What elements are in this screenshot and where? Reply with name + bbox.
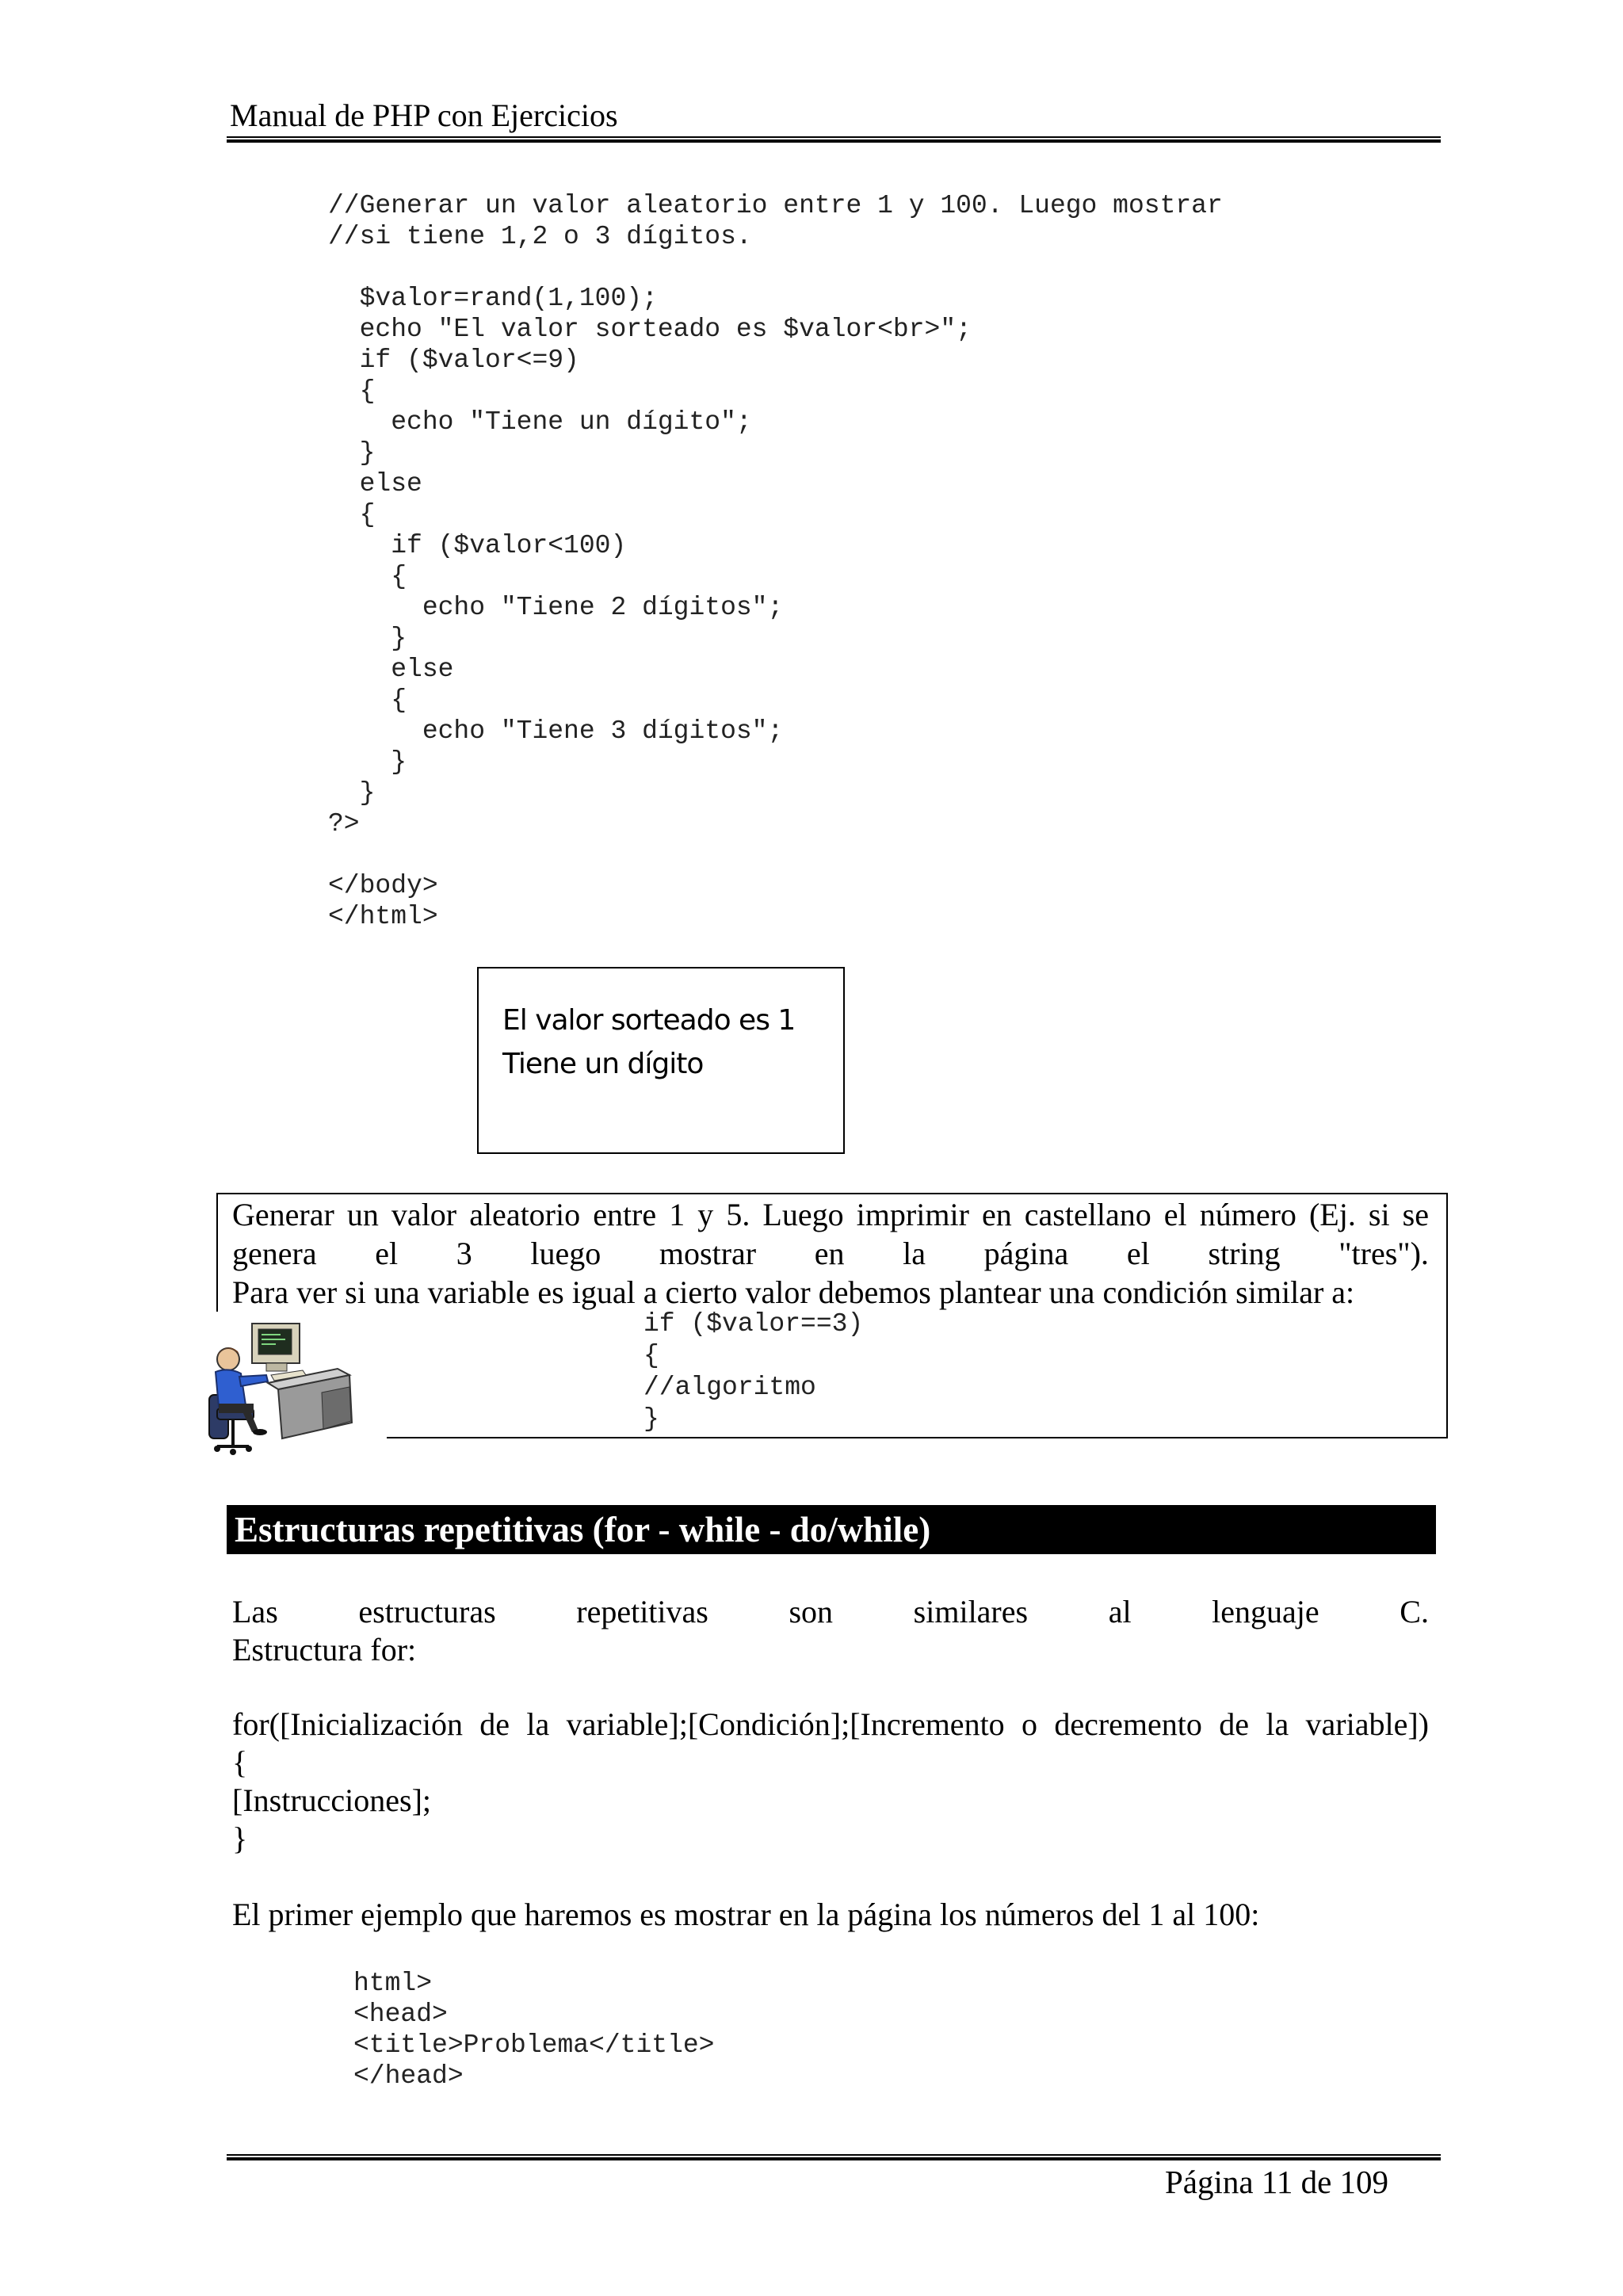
for-instructions: [Instrucciones]; [232,1782,432,1818]
output-line-1: El valor sorteado es 1 [502,1004,796,1037]
section-title: Estructuras repetitivas (for - while - do/while) [235,1510,931,1549]
intro-paragraph-word: repetitivas [576,1594,708,1629]
for-brace-open: { [232,1744,248,1780]
code-listing-digits: //Generar un valor aleatorio entre 1 y 100. Luego mostrar //si tiene 1,2 o 3 dígitos. $valor=rand(1,100); echo "El valor sorteado es $valor<br>"; if ($valor<=9) { echo "Tiene un dígito"; } else { if ($valor<100) { echo "Tiene 2 dígitos"; } else { echo "Tiene 3 dígitos"; } } ?> </body> </html> [328,191,1223,931]
example-intro-paragraph: El primer ejemplo que haremos es mostrar en la página los números del 1 al 100: [232,1897,1260,1932]
exercise-line-3: Para ver si una variable es igual a cierto valor debemos plantear una condición similar a: [232,1274,1355,1310]
exercise-line-2-word: genera [232,1236,317,1271]
exercise-line-2-word: string [1208,1236,1281,1271]
exercise-line-2-word: 3 [456,1236,472,1271]
intro-paragraph-line-1 [232,1593,1429,1631]
code-listing-html-head: html> <head> <title>Problema</title> </head> [353,1969,715,2091]
document-header-title: Manual de PHP con Ejercicios [230,97,618,133]
intro-paragraph-word: similares [913,1594,1029,1629]
for-syntax-line: for([Inicialización de la variable];[Condición];[Incremento o decremento de la variable]) [232,1706,1429,1742]
exercise-line-2-word: página [983,1236,1069,1271]
exercise-line-2-word: luego [530,1236,601,1271]
exercise-line-2-word: la [903,1236,926,1271]
exercise-code-snippet: if ($valor==3) { //algoritmo } [643,1309,864,1434]
intro-paragraph-word: son [789,1594,834,1629]
exercise-line-2-word: el [1126,1236,1150,1271]
exercise-line-2-word: el [375,1236,399,1271]
page-number: Página 11 de 109 [1165,2164,1389,2200]
person-at-computer-icon [203,1320,353,1458]
header-rule [227,136,1441,143]
intro-paragraph-word: estructuras [358,1594,496,1629]
intro-paragraph-word: C. [1400,1594,1429,1629]
exercise-line-2-word: mostrar [659,1236,757,1271]
output-line-2: Tiene un dígito [502,1048,704,1080]
exercise-text [232,1195,1429,1312]
exercise-line-2-word: "tres"). [1338,1236,1429,1271]
intro-paragraph-word: al [1108,1594,1132,1629]
footer-rule [227,2154,1441,2160]
output-preview-box [477,967,845,1154]
intro-paragraph-word: Las [232,1594,278,1629]
intro-paragraph-word: lenguaje [1212,1594,1319,1629]
exercise-line-2-word: en [814,1236,845,1271]
exercise-line-2 [232,1234,1429,1273]
intro-paragraph-line-2: Estructura for: [232,1632,417,1668]
exercise-line-1: Generar un valor aleatorio entre 1 y 5. Luego imprimir en castellano el número (Ej. si se [232,1197,1429,1232]
exercise-box-lower-frame [387,1312,1448,1438]
for-brace-close: } [232,1820,248,1856]
